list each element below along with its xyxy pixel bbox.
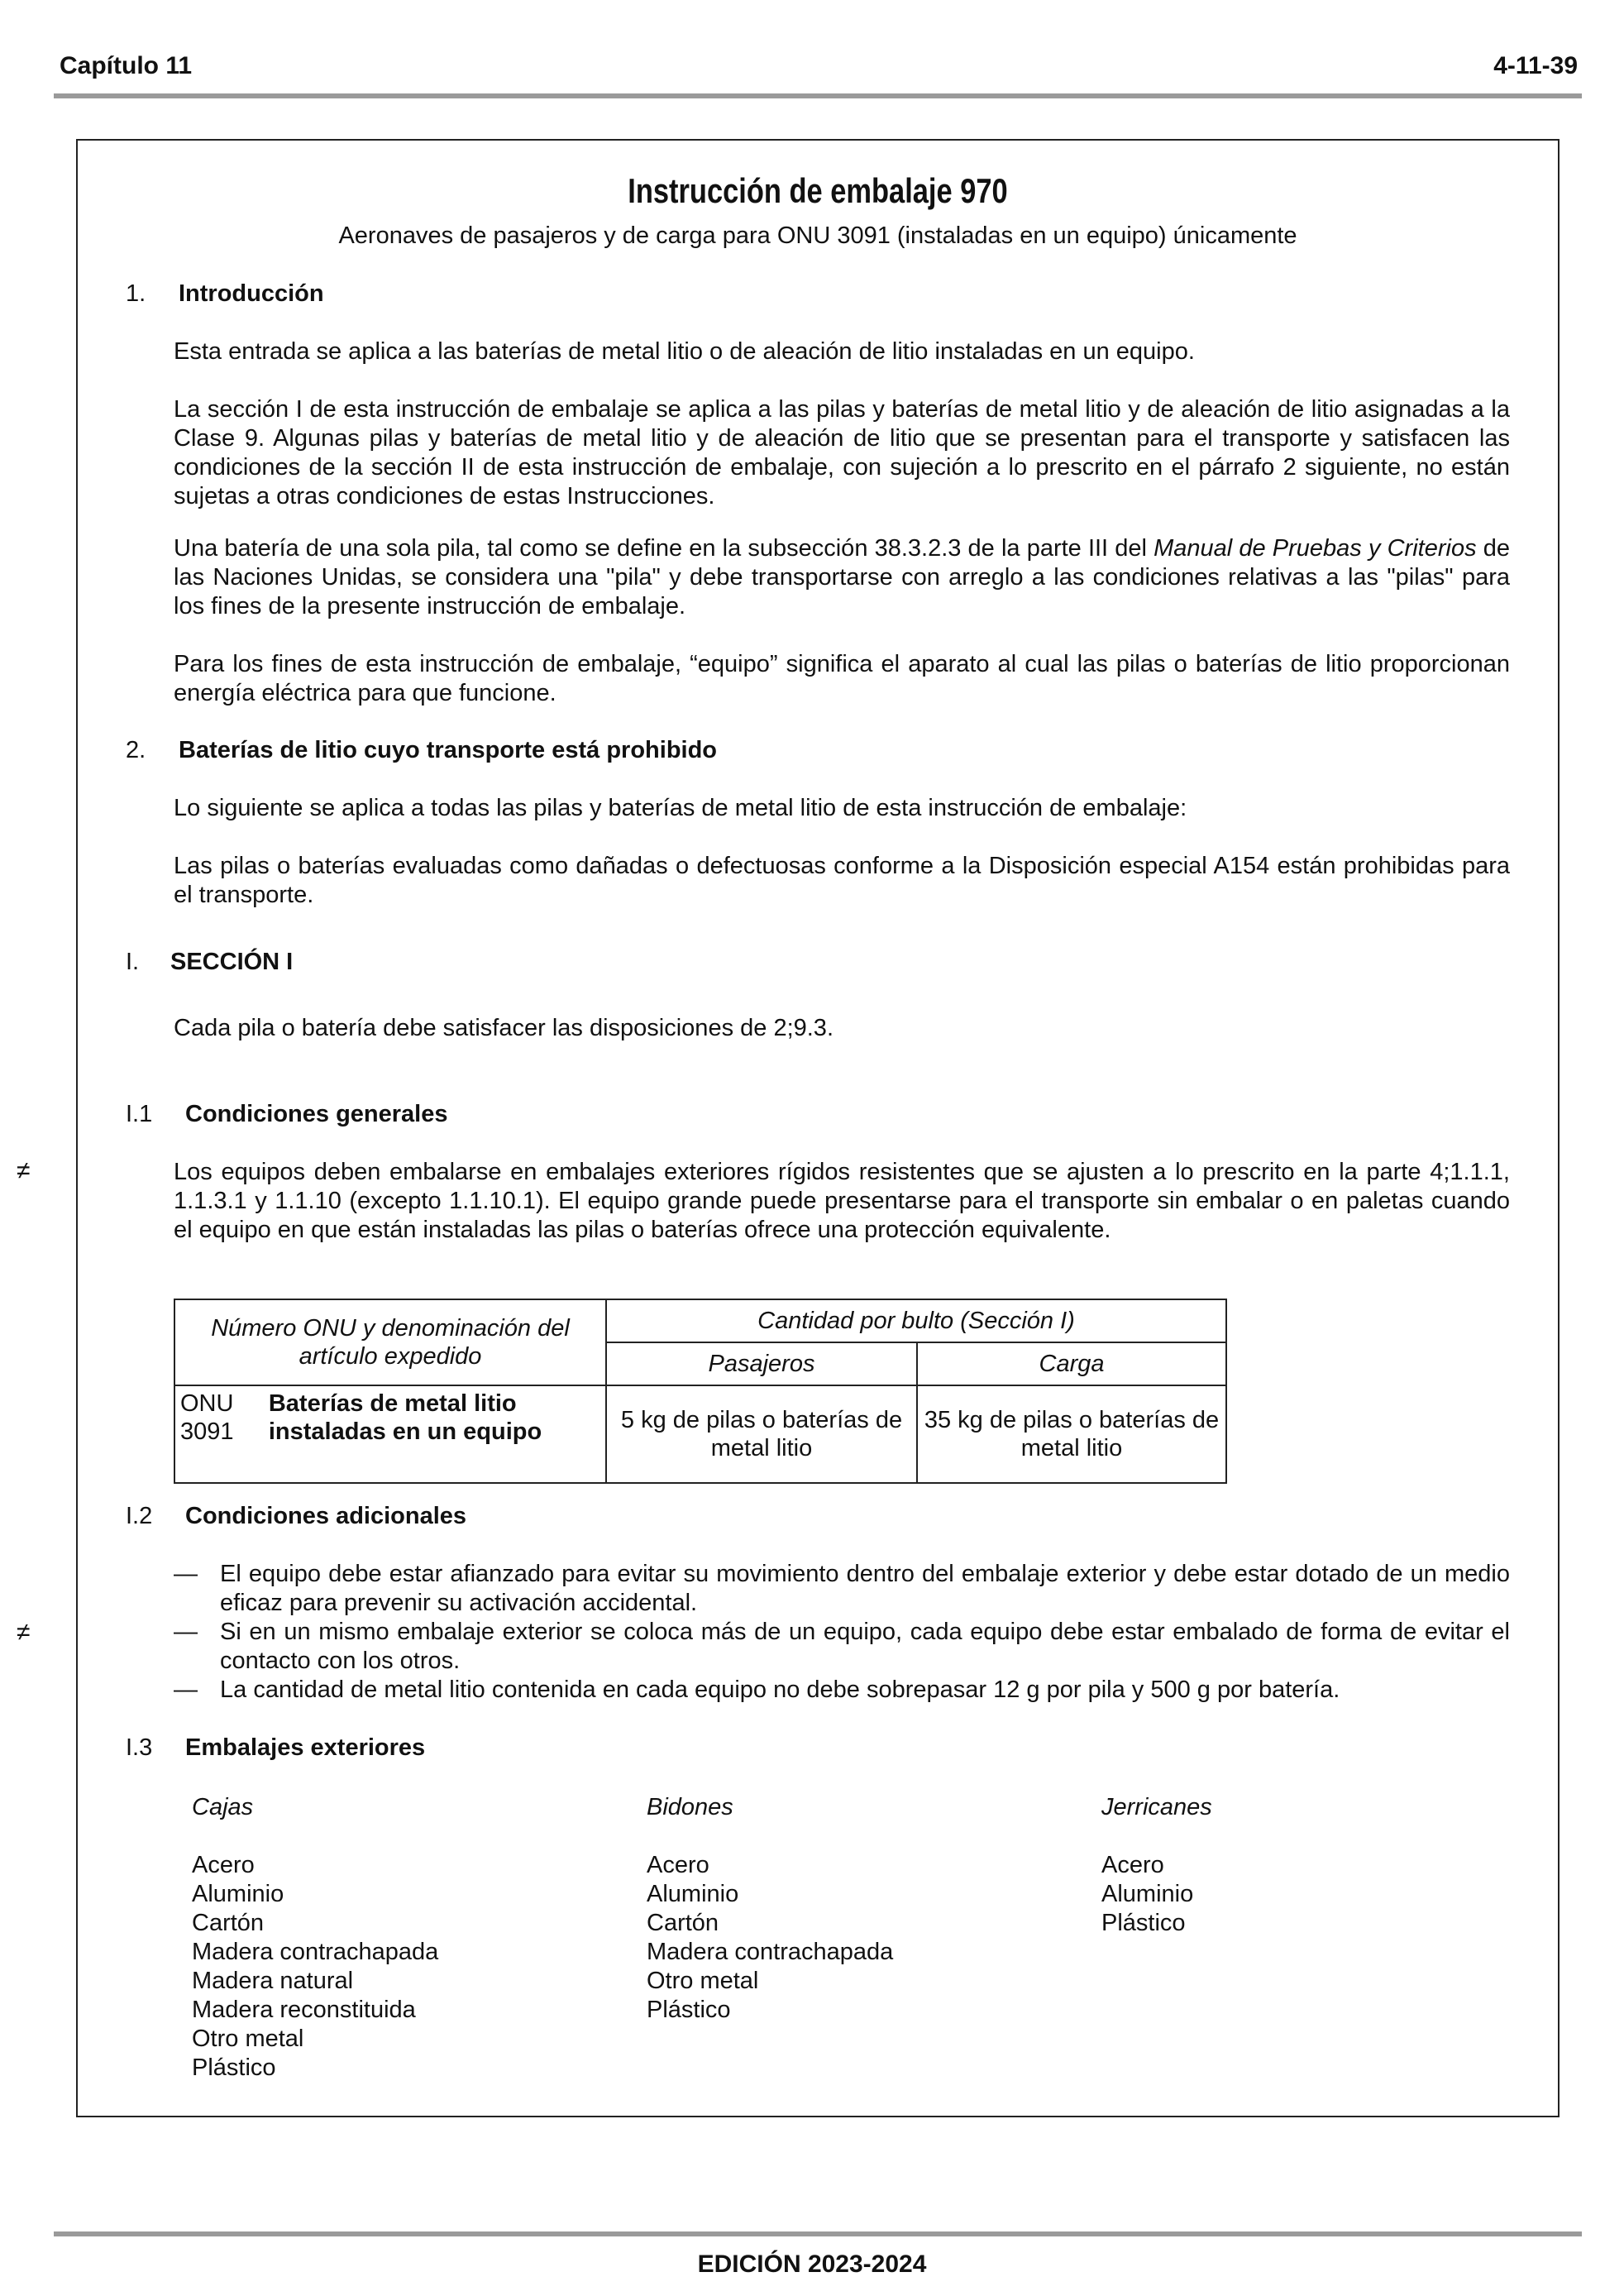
- chapter-label: Capítulo 11: [60, 52, 193, 79]
- list-item: Aluminio: [1101, 1881, 1194, 1907]
- list-item: Plástico: [1101, 1910, 1186, 1936]
- list-item: Acero: [647, 1852, 709, 1878]
- shipping-name: Baterías de metal litio instaladas en un equipo: [268, 1390, 542, 1445]
- paragraph: Una batería de una sola pila, tal como se define en la subsección 38.3.2.3 de la parte III del Manual de Pruebas y Criterios de las Naciones Unidas, se considera una "pila" y debe transportarse con arreglo a las condiciones relativas a las "pilas" para los fines de la presente instrucción de embalaje.: [174, 535, 1510, 619]
- packaging-column-drums: [647, 1793, 1093, 2025]
- list-item: Cartón: [192, 1910, 265, 1936]
- list-item: Aluminio: [192, 1881, 284, 1907]
- page-number: 4-11-39: [1493, 52, 1578, 79]
- list-item: Plástico: [647, 1997, 731, 2023]
- change-mark: ≠: [17, 1619, 31, 1646]
- table-header: Pasajeros: [606, 1342, 917, 1385]
- section-number: 1.: [126, 280, 146, 307]
- list-item: — El equipo debe estar afianzado para evitar su movimiento dentro del embalaje exterior y debe estar dotado de un medio eficaz para prevenir su activación accidental.: [174, 1561, 1510, 1616]
- column-title: Jerricanes: [1101, 1794, 1212, 1820]
- paragraph: Para los fines de esta instrucción de embalaje, “equipo” significa el aparato al cual las pilas o baterías de litio proporcionan energía eléctrica para que funcione.: [174, 651, 1510, 706]
- section-heading: Condiciones adicionales: [185, 1503, 467, 1529]
- packaging-column-boxes: [192, 1793, 638, 2083]
- list-item: Madera reconstituida: [192, 1997, 416, 2023]
- list-item: Madera natural: [192, 1968, 354, 1994]
- change-mark: ≠: [17, 1157, 31, 1184]
- header-rule: [54, 93, 1582, 98]
- page-title: Instrucción de embalaje 970: [628, 171, 1008, 210]
- section-heading: Introducción: [179, 280, 324, 307]
- list-item: Acero: [192, 1852, 255, 1878]
- packing-instruction-box: [76, 139, 1560, 2117]
- paragraph: Las pilas o baterías evaluadas como dañadas o defectuosas conforme a la Disposición especial A154 están prohibidas para el transporte.: [174, 853, 1510, 908]
- list-item: Madera contrachapada: [192, 1939, 439, 1965]
- list-item: Acero: [1101, 1852, 1164, 1878]
- paragraph: Lo siguiente se aplica a todas las pilas y baterías de metal litio de esta instrucción de embalaje:: [174, 795, 1187, 821]
- table-header: Carga: [917, 1342, 1226, 1385]
- footer-rule: [54, 2231, 1582, 2236]
- packaging-column-jerricans: [1101, 1793, 1548, 1938]
- list-item: Cartón: [647, 1910, 719, 1936]
- paragraph: Los equipos deben embalarse en embalajes exteriores rígidos resistentes que se ajusten a lo prescrito en la parte 4;1.1.1, 1.1.3.1 y 1.1.10 (excepto 1.1.10.1). El equipo grande puede presentarse para el transporte sin embalar o en paletas cuando el equipo en que están instaladas las pilas o baterías ofrece una protección equivalente.: [174, 1159, 1510, 1243]
- edition-footer: EDICIÓN 2023-2024: [697, 2251, 927, 2278]
- list-item: Otro metal: [647, 1968, 759, 1994]
- column-title: Cajas: [192, 1794, 254, 1820]
- table-cell: 35 kg de pilas o baterías de metal litio: [917, 1385, 1226, 1483]
- quantity-table: [174, 1299, 1227, 1484]
- paragraph: Esta entrada se aplica a las baterías de metal litio o de aleación de litio instaladas en un equipo.: [174, 338, 1195, 365]
- paragraph: Cada pila o batería debe satisfacer las disposiciones de 2;9.3.: [174, 1015, 833, 1041]
- list-item: Aluminio: [647, 1881, 739, 1907]
- table-row: [174, 1385, 606, 1483]
- column-title: Bidones: [647, 1794, 733, 1820]
- section-heading: Baterías de litio cuyo transporte está prohibido: [179, 737, 718, 763]
- list-item: — La cantidad de metal litio contenida en cada equipo no debe sobrepasar 12 g por pila y 500 g por batería.: [174, 1677, 1340, 1703]
- un-number: ONU 3091: [180, 1390, 234, 1445]
- section-number: I.: [126, 949, 140, 975]
- list-item: Otro metal: [192, 2026, 304, 2052]
- list-item: Plástico: [192, 2054, 276, 2081]
- table-cell: 5 kg de pilas o baterías de metal litio: [606, 1385, 917, 1483]
- paragraph: La sección I de esta instrucción de embalaje se aplica a las pilas y baterías de metal litio y de aleación de litio asignadas a la Clase 9. Algunas pilas y baterías de metal litio y de aleación de litio que se presentan para el transporte y satisfacen las condiciones de la sección II de esta instrucción de embalaje, con sujeción a lo prescrito en el párrafo 2 siguiente, no están sujetas a otras condiciones de estas Instrucciones.: [174, 396, 1510, 509]
- section-heading: SECCIÓN I: [170, 949, 294, 975]
- section-heading: Embalajes exteriores: [185, 1734, 426, 1761]
- list-item: — Si en un mismo embalaje exterior se coloca más de un equipo, cada equipo debe estar embalado de forma de evitar el contacto con los otros.: [174, 1619, 1510, 1674]
- page-subtitle: Aeronaves de pasajeros y de carga para ONU 3091 (instaladas en un equipo) únicamente: [338, 222, 1297, 249]
- section-heading: Condiciones generales: [185, 1101, 448, 1127]
- section-number: I.2: [126, 1503, 153, 1529]
- section-number: 2.: [126, 737, 146, 763]
- table-header: Número ONU y denominación del artículo expedido: [174, 1299, 606, 1385]
- section-number: I.3: [126, 1734, 153, 1761]
- table-header: Cantidad por bulto (Sección I): [606, 1299, 1226, 1342]
- list-item: Madera contrachapada: [647, 1939, 894, 1965]
- section-number: I.1: [126, 1101, 153, 1127]
